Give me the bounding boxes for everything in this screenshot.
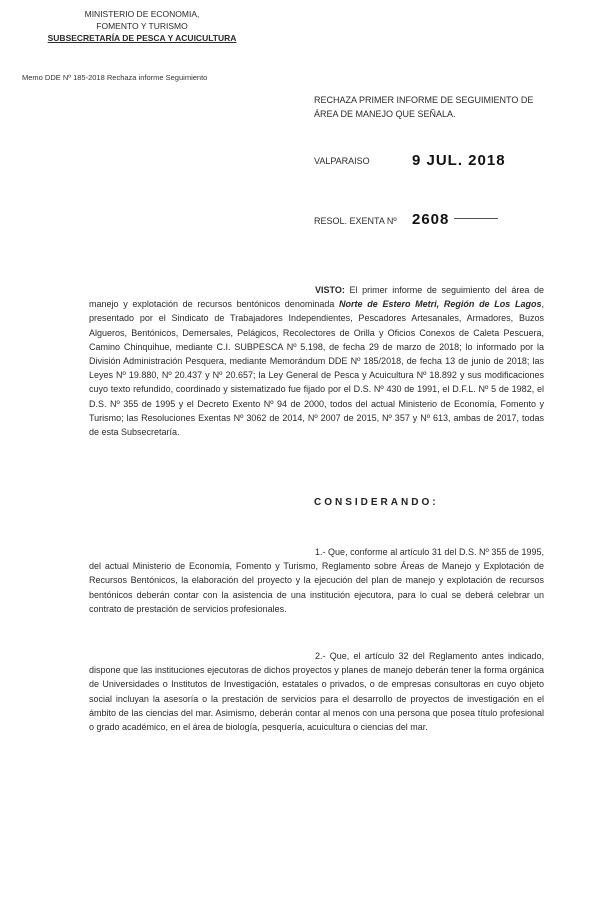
visto-text-2: , presentado por el Sindicato de Trabajadores Independientes, Pescadores Artesanales, Armadores, Buzos Algueros, Bentónicos, Demersales, Pelágicos, Recolectores de Orilla y Oficios Conexos de Caleta Pescuera, Camino Chinquihue, mediante C.I. SUBPESCA Nº 5.198, de fecha 29 de marzo de 2018; lo informado por la División Administración Pesquera, mediante Memorándum DDE Nº 185/2018, de fecha 13 de junio de 2018; las Leyes Nº 19.880, Nº 20.437 y Nº 20.657; la Ley General de Pesca y Acuicultura Nº 18.892 y sus modificaciones cuyo texto refundido, coordinado y sistematizado fue fijado por el D.S. Nº 430 de 1991, el D.F.L. Nº 5 de 1982, el D.S. Nº 355 de 1995 y el Decreto Exento Nº 94 de 2000, todos del actual Ministerio de Economía, Fomento y Turismo; las Resoluciones Exentas Nº 3062 de 2014, Nº 2007 de 2015, Nº 357 y Nº 613, ambas de 2017, todas de esta Subsecretaría. bbox=[89, 299, 544, 438]
area-name: Norte de Estero Metri, Región de Los Lagos bbox=[339, 299, 542, 310]
ministry-line-1: MINISTERIO DE ECONOMIA, bbox=[84, 9, 200, 19]
visto-paragraph bbox=[89, 283, 544, 439]
date-stamp: 9 JUL. 2018 bbox=[412, 152, 506, 169]
considerando-heading: CONSIDERANDO: bbox=[314, 497, 439, 508]
date-place: VALPARAISO bbox=[314, 156, 370, 166]
considerando-paragraph-1: 1.- Que, conforme al artículo 31 del D.S. Nº 355 de 1995, del actual Ministerio de Economía, Fomento y Turismo, Reglamento sobre Áreas de Manejo y Explotación de Recursos Bentónicos, la elaboración del proyecto y la ejecución del plan de manejo y explotación de recursos bentónicos deberán contar con la asistencia de una institución ejecutora, para lo cual se deberá celebrar un contrato de prestación de servicios profesionales. bbox=[89, 547, 544, 614]
resolution-summary: RECHAZA PRIMER INFORME DE SEGUIMIENTO DE ÁREA DE MANEJO QUE SEÑALA. bbox=[314, 95, 534, 119]
signature-blank-line bbox=[454, 218, 498, 219]
considerando-paragraph-2: 2.- Que, el artículo 32 del Reglamento antes indicado, dispone que las instituciones ejecutoras de dichos proyectos y planes de manejo deberán tener la forma orgánica de Universidades o Institutos de Investigación, estatales o privados, o de empresas consultoras en cuyo objeto social incluyan la asesoría o la prestación de servicios para el desarrollo de proyectos de investigación en el ámbito de las ciencias del mar. Asimismo, deberán contar al menos con una persona que posea título profesional o grado académico, en el área de biología, pesquería, acuicultura o ciencias del mar. bbox=[89, 651, 544, 733]
date-line bbox=[314, 152, 506, 169]
resolution-label: RESOL. EXENTA Nº bbox=[314, 216, 397, 226]
letterhead bbox=[22, 8, 262, 44]
resolution-number: 2608 bbox=[412, 211, 450, 228]
visto-lead: VISTO: bbox=[315, 285, 345, 295]
ministry-line-2: FOMENTO Y TURISMO bbox=[96, 21, 188, 31]
subsecretaria-line: SUBSECRETARÍA DE PESCA Y ACUICULTURA bbox=[47, 33, 237, 43]
resolution-number-line bbox=[314, 211, 450, 228]
memo-reference: Memo DDE Nº 185-2018 Rechaza informe Seguimiento bbox=[22, 73, 208, 82]
visto-text-1: El primer informe de seguimiento del área de manejo y explotación de recursos bentónicos denominada bbox=[89, 285, 544, 310]
